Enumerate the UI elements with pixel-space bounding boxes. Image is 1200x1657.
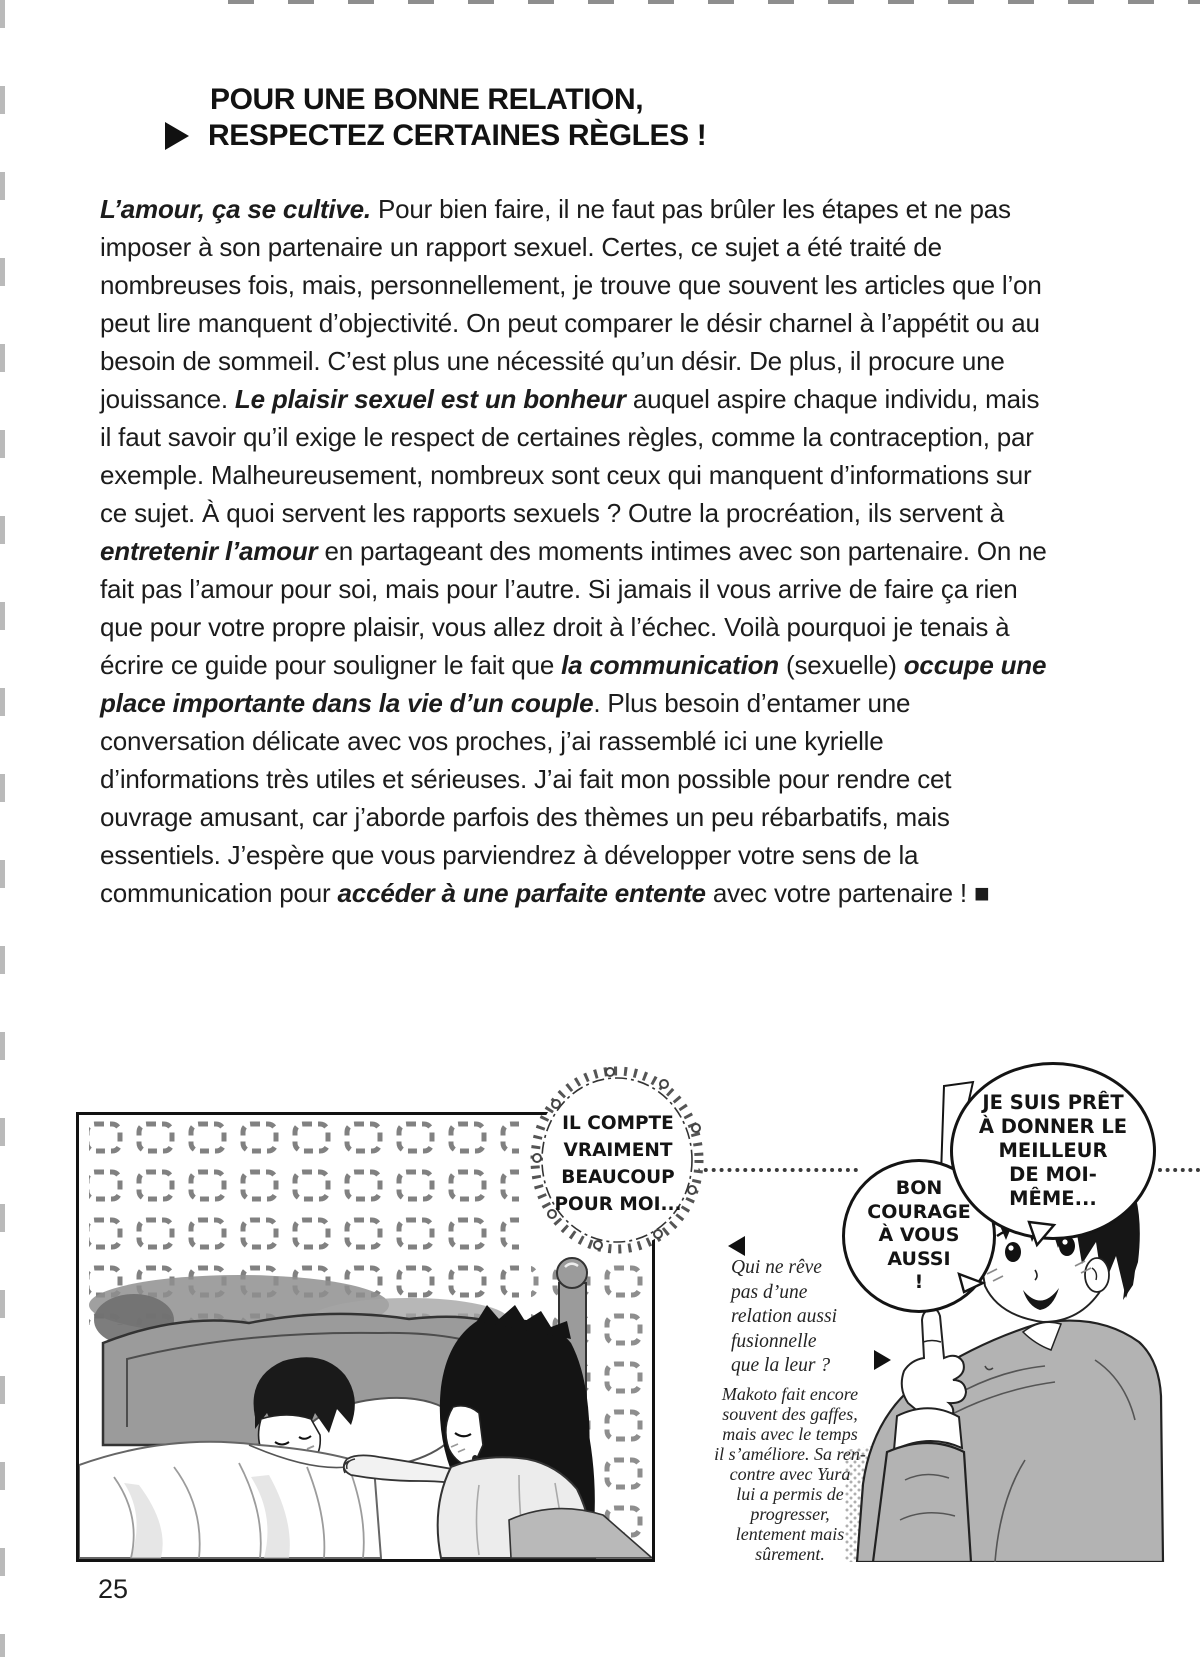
heading-line-1: POUR UNE BONNE RELATION, xyxy=(210,83,644,116)
heart-bubble-text: IL COMPTE VRAIMENT BEAUCOUP POUR MOI... xyxy=(554,1113,682,1215)
article-text: L’amour, ça se cultive. Pour bien faire, il ne faut pas brûler les étapes et ne pas imposer à son partenaire un rapport sexuel. Certes, ce sujet a été traité de nombreuses fois, mais, personnellement, je trouve que souvent les articles que l’on peut lire manquent d’objectivité. On peut comparer le désir charnel à l’appétit ou au besoin de sommeil. C’est plus une nécessité qu’un désir. De plus, il procure une jouissance. Le plaisir sexuel est un bonheur auquel aspire chaque individu, mais il faut savoir qu’il exige le respect de certaines règles, comme la contraception, par exemple. Malheureusement, nombreux sont ceux qui manquent d’informations sur ce sujet. À quoi servent les rapports sexuels ? Outre la procréation, ils servent à entretenir l’amour en partageant des moments intimes avec son partenaire. On ne fait pas l’amour pour soi, mais pour l’autre. Si jamais il vous arrive de faire ça rien que pour votre propre plaisir, vous allez droit à l’échec. Voilà pourquoi je tenais à écrire ce guide pour souligner le fait que la communication (sexuelle) occupe une place importante dans la vie d’un couple. Plus besoin d’entamer une conversation délicate avec vos proches, j’ai rassemblé ici une kyrielle d’informations très utiles et sérieuses. J’ai fait mon possible pour rendre cet ouvrage amusant, car j’aborde parfois des thèmes un peu rébarbatifs, mais essentiels. J’espère que vous parviendrez à développer votre sens de la communication pour accéder à une parfaite entente avec votre partenaire ! ■ xyxy=(100,194,1047,908)
courage-bubble-text: BON COURAGE À VOUS AUSSI ! xyxy=(867,1177,971,1294)
heading-arrow-icon xyxy=(165,122,189,150)
pret-bubble-tail xyxy=(1026,1220,1058,1248)
heading-line-2: RESPECTEZ CERTAINES RÈGLES ! xyxy=(208,119,707,152)
caption-pointer-right-icon xyxy=(874,1350,891,1370)
pret-bubble-text: JE SUIS PRÊT À DONNER LE MEILLEUR DE MOI- MÊME... xyxy=(978,1091,1128,1210)
section-heading xyxy=(165,82,706,154)
scan-edge-top xyxy=(228,0,1200,4)
speech-bubble-pret xyxy=(950,1062,1156,1240)
caption-right: Makoto fait encore souvent des gaffes, mais avec le temps il s’améliore. Sa ren- contre avec Yura lui a permis de progresser, lentement mais sûrement. xyxy=(714,1384,866,1564)
heart-garland-bubble xyxy=(526,1062,710,1258)
scan-edge-left xyxy=(0,0,5,1657)
dotted-rule-left xyxy=(688,1168,858,1172)
caption-pointer-left-icon xyxy=(728,1236,745,1256)
courage-bubble-tail xyxy=(956,1270,986,1296)
page-number: 25 xyxy=(98,1574,129,1604)
caption-left: Qui ne rêve pas d’une relation aussi fusionnelle que la leur ? xyxy=(731,1257,837,1376)
